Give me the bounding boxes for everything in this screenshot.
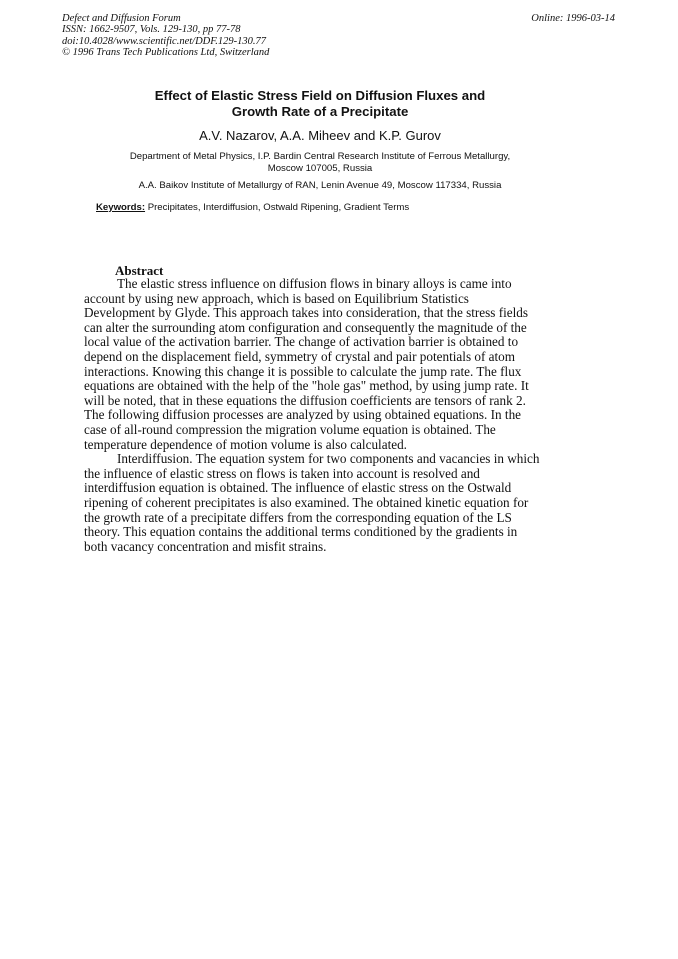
- paper-title: [100, 88, 540, 119]
- title-line-2: Growth Rate of a Precipitate: [231, 103, 409, 119]
- abstract-line: local value of the activation barrier. The change of activation barrier is obtained to: [84, 334, 519, 350]
- affiliation-1: [100, 151, 540, 175]
- keywords-label: Keywords:: [96, 202, 146, 213]
- abstract-line: will be noted, that in these equations the diffusion coefficients are tensors of rank 2.: [84, 392, 526, 408]
- affiliation-1-line-2: Moscow 107005, Russia: [267, 163, 373, 174]
- abstract-line: The following diffusion processes are analyzed by using obtained equations. In the: [84, 407, 522, 423]
- abstract-line: can alter the surrounding atom configuration and consequently the magnitude of the: [84, 319, 527, 335]
- keywords-list: Precipitates, Interdiffusion, Ostwald Ripening, Gradient Terms: [145, 202, 410, 213]
- abstract-line: interdiffusion equation is obtained. The influence of elastic stress on the Ostwald: [84, 480, 512, 496]
- keywords: [96, 202, 409, 213]
- abstract-line: theory. This equation contains the additional terms conditioned by the gradients in: [84, 524, 518, 540]
- abstract-line: account by using new approach, which is based on Equilibrium Statistics: [84, 290, 469, 306]
- title-line-1: Effect of Elastic Stress Field on Diffusion Fluxes and: [154, 88, 486, 103]
- affiliation-2: A.A. Baikov Institute of Metallurgy of RAN, Lenin Avenue 49, Moscow 117334, Russia: [138, 180, 502, 191]
- doi-line[interactable]: doi:10.4028/www.scientific.net/DDF.129-130.77: [62, 35, 267, 47]
- abstract-line: interactions. Knowing this change it is possible to calculate the jump rate. The flux: [84, 363, 522, 379]
- abstract-heading: Abstract: [115, 263, 164, 278]
- abstract-line: the influence of elastic stress on flows is taken into account is resolved and: [84, 465, 480, 481]
- abstract-line: the growth rate of a precipitate differs from the corresponding equation of the LS: [84, 509, 512, 525]
- abstract-line: temperature dependence of motion volume is also calculated.: [84, 436, 407, 452]
- abstract-line: ripening of coherent precipitates is also examined. The obtained kinetic equation for: [84, 494, 529, 510]
- abstract-line: case of all-round compression the migration volume equation is obtained. The: [84, 421, 496, 437]
- abstract-line: The elastic stress influence on diffusion flows in binary alloys is came into: [117, 276, 512, 291]
- abstract-line: both vacancy concentration and misfit strains.: [84, 538, 327, 554]
- affiliation-1-line-1: Department of Metal Physics, I.P. Bardin Central Research Institute of Ferrous Metallurgy,: [129, 151, 511, 162]
- abstract-line: Development by Glyde. This approach takes into consideration, that the stress fields: [84, 305, 528, 321]
- copyright-line: © 1996 Trans Tech Publications Ltd, Switzerland: [62, 46, 270, 58]
- authors: A.V. Nazarov, A.A. Miheev and K.P. Gurov: [199, 128, 441, 143]
- journal-name: Defect and Diffusion Forum: [62, 13, 181, 24]
- issn-line: ISSN: 1662-9507, Vols. 129-130, pp 77-78: [62, 24, 241, 36]
- abstract-line: depend on the displacement field, symmetry of crystal and pair potentials of atom: [84, 348, 516, 364]
- abstract-line: equations are obtained with the help of the "hole gas" method, by using jump rate. It: [84, 378, 529, 394]
- abstract-body: [84, 277, 564, 554]
- journal-header: [62, 13, 269, 58]
- abstract-line: Interdiffusion. The equation system for two components and vacancies in which: [117, 451, 540, 467]
- online-date: Online: 1996-03-14: [531, 13, 615, 24]
